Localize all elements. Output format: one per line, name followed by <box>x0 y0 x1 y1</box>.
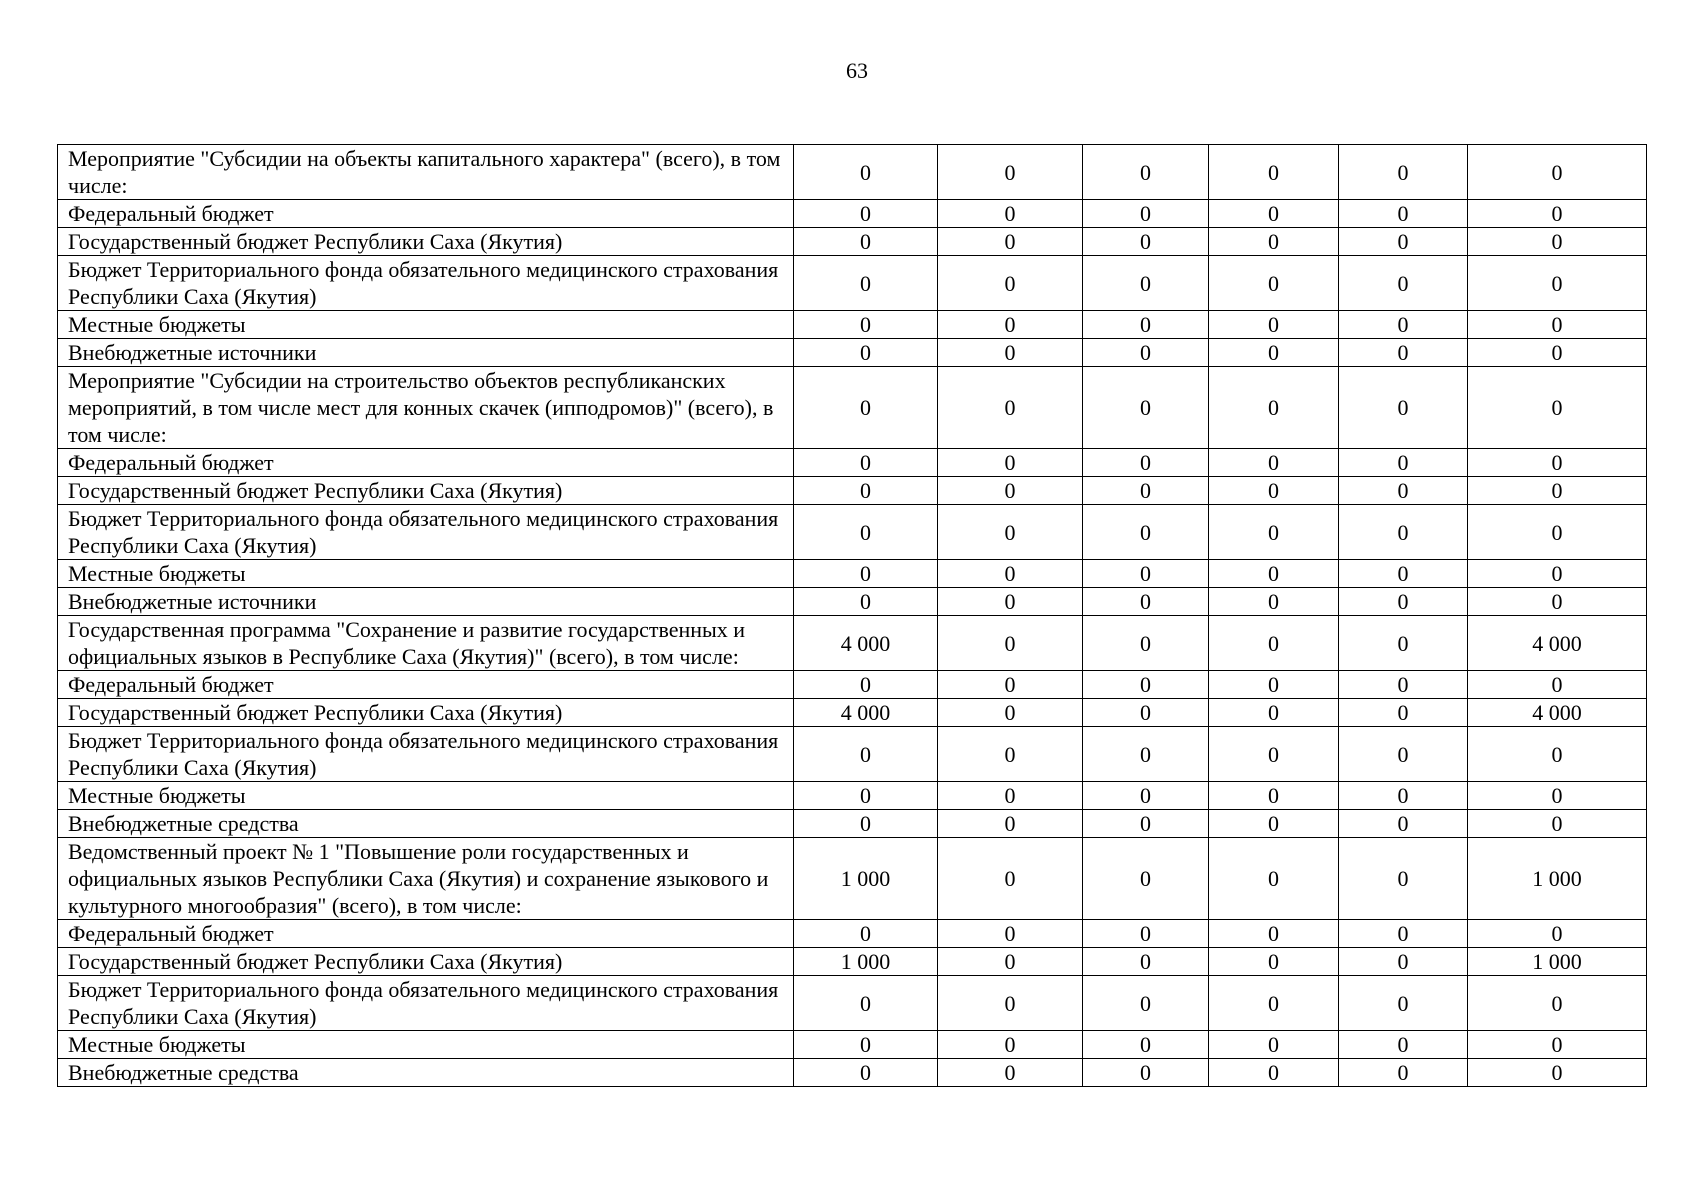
value-cell: 0 <box>794 505 938 560</box>
value-cell: 0 <box>938 477 1083 505</box>
table-row <box>58 449 1647 477</box>
value-cell: 0 <box>794 311 938 339</box>
table-row <box>58 256 1647 311</box>
value-cell: 0 <box>1468 671 1647 699</box>
value-cell: 0 <box>1339 616 1468 671</box>
value-cell: 0 <box>1209 976 1339 1031</box>
value-cell: 0 <box>938 588 1083 616</box>
value-cell: 0 <box>1468 920 1647 948</box>
value-cell: 0 <box>1209 838 1339 920</box>
value-cell: 0 <box>1468 810 1647 838</box>
value-cell: 0 <box>1339 560 1468 588</box>
row-label: Местные бюджеты <box>58 782 794 810</box>
table-row <box>58 838 1647 920</box>
value-cell: 0 <box>1339 838 1468 920</box>
value-cell: 0 <box>794 976 938 1031</box>
value-cell: 1 000 <box>1468 948 1647 976</box>
value-cell: 1 000 <box>794 948 938 976</box>
value-cell: 0 <box>1468 311 1647 339</box>
value-cell: 0 <box>794 367 938 449</box>
row-label: Бюджет Территориального фонда обязательного медицинского страхования Республики Саха (Якутия) <box>58 505 794 560</box>
table-row <box>58 145 1647 200</box>
row-label: Федеральный бюджет <box>58 920 794 948</box>
table-row <box>58 477 1647 505</box>
value-cell: 0 <box>1083 976 1209 1031</box>
page-number: 63 <box>846 58 868 83</box>
table-row <box>58 727 1647 782</box>
table-row <box>58 367 1647 449</box>
value-cell: 4 000 <box>794 699 938 727</box>
table-row <box>58 810 1647 838</box>
value-cell: 0 <box>1339 339 1468 367</box>
value-cell: 0 <box>1339 228 1468 256</box>
value-cell: 0 <box>1209 449 1339 477</box>
value-cell: 0 <box>794 339 938 367</box>
value-cell: 0 <box>938 339 1083 367</box>
value-cell: 0 <box>794 671 938 699</box>
value-cell: 0 <box>1209 588 1339 616</box>
value-cell: 0 <box>1339 367 1468 449</box>
row-label: Местные бюджеты <box>58 560 794 588</box>
value-cell: 0 <box>1468 367 1647 449</box>
value-cell: 0 <box>1468 588 1647 616</box>
value-cell: 0 <box>1209 339 1339 367</box>
value-cell: 0 <box>938 920 1083 948</box>
value-cell: 0 <box>1339 477 1468 505</box>
value-cell: 0 <box>1083 671 1209 699</box>
row-label: Федеральный бюджет <box>58 449 794 477</box>
value-cell: 0 <box>938 311 1083 339</box>
value-cell: 0 <box>1468 976 1647 1031</box>
value-cell: 0 <box>938 367 1083 449</box>
value-cell: 0 <box>1083 505 1209 560</box>
row-label: Местные бюджеты <box>58 311 794 339</box>
table-row <box>58 948 1647 976</box>
value-cell: 0 <box>1339 920 1468 948</box>
value-cell: 0 <box>1339 588 1468 616</box>
row-label: Федеральный бюджет <box>58 200 794 228</box>
value-cell: 0 <box>1209 256 1339 311</box>
value-cell: 0 <box>794 727 938 782</box>
value-cell: 0 <box>1083 616 1209 671</box>
value-cell: 0 <box>1209 920 1339 948</box>
row-label: Местные бюджеты <box>58 1031 794 1059</box>
table-row <box>58 782 1647 810</box>
row-label: Бюджет Территориального фонда обязательного медицинского страхования Республики Саха (Якутия) <box>58 727 794 782</box>
value-cell: 0 <box>1339 256 1468 311</box>
value-cell: 0 <box>938 699 1083 727</box>
value-cell: 0 <box>1209 1031 1339 1059</box>
table-row <box>58 588 1647 616</box>
value-cell: 0 <box>1083 920 1209 948</box>
table-row <box>58 616 1647 671</box>
row-label: Ведомственный проект № 1 "Повышение роли государственных и официальных языков Республики Саха (Якутия) и сохранение языкового и культурного многообразия" (всего), в том числе: <box>58 838 794 920</box>
value-cell: 0 <box>1083 948 1209 976</box>
value-cell: 0 <box>794 256 938 311</box>
value-cell: 0 <box>794 145 938 200</box>
value-cell: 0 <box>1468 477 1647 505</box>
row-label: Внебюджетные средства <box>58 1059 794 1087</box>
value-cell: 0 <box>938 782 1083 810</box>
value-cell: 0 <box>1339 145 1468 200</box>
row-label: Бюджет Территориального фонда обязательного медицинского страхования Республики Саха (Якутия) <box>58 976 794 1031</box>
value-cell: 0 <box>938 616 1083 671</box>
value-cell: 0 <box>1083 588 1209 616</box>
row-label: Государственный бюджет Республики Саха (Якутия) <box>58 228 794 256</box>
row-label: Внебюджетные источники <box>58 588 794 616</box>
value-cell: 0 <box>794 920 938 948</box>
row-label: Мероприятие "Субсидии на объекты капитального характера" (всего), в том числе: <box>58 145 794 200</box>
table-row <box>58 311 1647 339</box>
row-label: Государственный бюджет Республики Саха (Якутия) <box>58 477 794 505</box>
value-cell: 0 <box>794 782 938 810</box>
value-cell: 0 <box>794 588 938 616</box>
value-cell: 0 <box>1209 671 1339 699</box>
value-cell: 0 <box>1083 477 1209 505</box>
value-cell: 0 <box>1468 200 1647 228</box>
value-cell: 0 <box>938 810 1083 838</box>
value-cell: 0 <box>1083 810 1209 838</box>
table-row <box>58 920 1647 948</box>
value-cell: 0 <box>938 200 1083 228</box>
value-cell: 1 000 <box>794 838 938 920</box>
value-cell: 0 <box>794 1031 938 1059</box>
value-cell: 0 <box>794 200 938 228</box>
value-cell: 0 <box>938 560 1083 588</box>
table-row <box>58 976 1647 1031</box>
row-label: Внебюджетные источники <box>58 339 794 367</box>
value-cell: 0 <box>794 810 938 838</box>
value-cell: 0 <box>938 671 1083 699</box>
value-cell: 0 <box>938 976 1083 1031</box>
value-cell: 0 <box>1209 699 1339 727</box>
row-label: Бюджет Территориального фонда обязательного медицинского страхования Республики Саха (Якутия) <box>58 256 794 311</box>
value-cell: 4 000 <box>1468 616 1647 671</box>
value-cell: 0 <box>1083 228 1209 256</box>
value-cell: 0 <box>938 449 1083 477</box>
value-cell: 0 <box>1083 782 1209 810</box>
value-cell: 0 <box>1339 699 1468 727</box>
table-row <box>58 671 1647 699</box>
value-cell: 0 <box>1209 782 1339 810</box>
value-cell: 0 <box>794 1059 938 1087</box>
table-row <box>58 699 1647 727</box>
value-cell: 0 <box>1339 311 1468 339</box>
value-cell: 0 <box>1339 976 1468 1031</box>
value-cell: 0 <box>938 1031 1083 1059</box>
table-row <box>58 228 1647 256</box>
value-cell: 0 <box>1209 505 1339 560</box>
value-cell: 0 <box>794 228 938 256</box>
value-cell: 0 <box>1083 560 1209 588</box>
value-cell: 0 <box>1468 228 1647 256</box>
value-cell: 0 <box>1339 200 1468 228</box>
value-cell: 0 <box>1339 810 1468 838</box>
value-cell: 0 <box>1209 145 1339 200</box>
value-cell: 0 <box>1083 367 1209 449</box>
table-row <box>58 505 1647 560</box>
value-cell: 0 <box>1468 256 1647 311</box>
value-cell: 0 <box>1209 311 1339 339</box>
value-cell: 0 <box>794 477 938 505</box>
value-cell: 0 <box>1209 200 1339 228</box>
value-cell: 0 <box>1083 1059 1209 1087</box>
value-cell: 0 <box>938 727 1083 782</box>
table-body <box>58 145 1647 1087</box>
table-row <box>58 339 1647 367</box>
value-cell: 0 <box>1339 671 1468 699</box>
value-cell: 0 <box>1339 727 1468 782</box>
value-cell: 0 <box>1083 145 1209 200</box>
value-cell: 0 <box>938 505 1083 560</box>
value-cell: 0 <box>1083 200 1209 228</box>
value-cell: 0 <box>1209 560 1339 588</box>
budget-table <box>57 144 1647 1087</box>
value-cell: 0 <box>1468 145 1647 200</box>
value-cell: 0 <box>1083 449 1209 477</box>
value-cell: 0 <box>1468 560 1647 588</box>
value-cell: 0 <box>1468 449 1647 477</box>
value-cell: 0 <box>938 948 1083 976</box>
value-cell: 0 <box>938 228 1083 256</box>
row-label: Государственный бюджет Республики Саха (Якутия) <box>58 948 794 976</box>
row-label: Мероприятие "Субсидии на строительство объектов республиканских мероприятий, в том числе мест для конных скачек (ипподромов)" (всего), в том числе: <box>58 367 794 449</box>
value-cell: 0 <box>1209 228 1339 256</box>
value-cell: 0 <box>1468 339 1647 367</box>
value-cell: 0 <box>1083 838 1209 920</box>
value-cell: 0 <box>938 145 1083 200</box>
value-cell: 0 <box>1083 339 1209 367</box>
value-cell: 0 <box>1468 1059 1647 1087</box>
value-cell: 1 000 <box>1468 838 1647 920</box>
value-cell: 0 <box>794 449 938 477</box>
table-row <box>58 200 1647 228</box>
value-cell: 0 <box>1209 810 1339 838</box>
row-label: Государственная программа "Сохранение и развитие государственных и официальных языков в Республике Саха (Якутия)" (всего), в том числе: <box>58 616 794 671</box>
value-cell: 0 <box>1083 699 1209 727</box>
value-cell: 0 <box>938 838 1083 920</box>
value-cell: 0 <box>1209 948 1339 976</box>
value-cell: 0 <box>1468 782 1647 810</box>
value-cell: 0 <box>1468 505 1647 560</box>
value-cell: 0 <box>1339 948 1468 976</box>
row-label: Федеральный бюджет <box>58 671 794 699</box>
value-cell: 4 000 <box>794 616 938 671</box>
value-cell: 0 <box>1468 727 1647 782</box>
table-row <box>58 1059 1647 1087</box>
row-label: Государственный бюджет Республики Саха (Якутия) <box>58 699 794 727</box>
value-cell: 0 <box>938 256 1083 311</box>
value-cell: 0 <box>1468 1031 1647 1059</box>
value-cell: 0 <box>1083 727 1209 782</box>
value-cell: 0 <box>1083 256 1209 311</box>
value-cell: 0 <box>938 1059 1083 1087</box>
value-cell: 0 <box>1209 616 1339 671</box>
value-cell: 0 <box>1209 1059 1339 1087</box>
value-cell: 0 <box>1209 367 1339 449</box>
value-cell: 0 <box>1339 782 1468 810</box>
value-cell: 0 <box>1339 505 1468 560</box>
value-cell: 0 <box>1339 449 1468 477</box>
value-cell: 0 <box>1209 727 1339 782</box>
value-cell: 0 <box>1083 311 1209 339</box>
value-cell: 0 <box>1339 1059 1468 1087</box>
value-cell: 0 <box>1083 1031 1209 1059</box>
table-row <box>58 560 1647 588</box>
value-cell: 0 <box>794 560 938 588</box>
value-cell: 0 <box>1339 1031 1468 1059</box>
value-cell: 4 000 <box>1468 699 1647 727</box>
value-cell: 0 <box>1209 477 1339 505</box>
table-row <box>58 1031 1647 1059</box>
row-label: Внебюджетные средства <box>58 810 794 838</box>
